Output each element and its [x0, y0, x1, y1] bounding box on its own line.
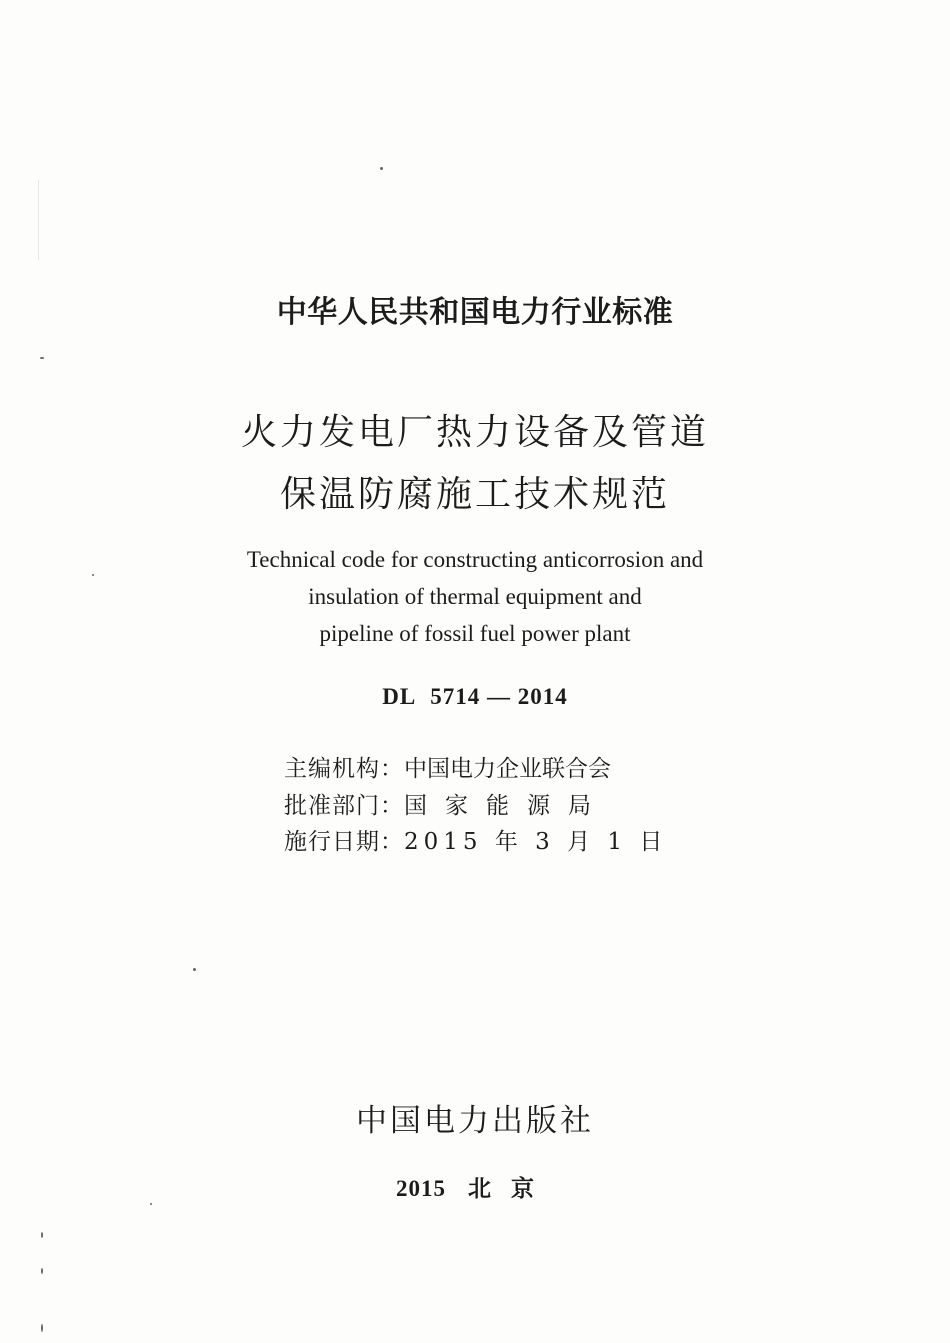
standard-code	[0, 684, 950, 710]
info-row-editor	[284, 750, 611, 783]
info-row-approval	[284, 787, 609, 820]
scan-speck	[193, 968, 196, 971]
publication-line	[0, 1170, 950, 1203]
info-value: 2015 年 3 月 1 日	[404, 829, 668, 855]
code-number: 5714 — 2014	[430, 684, 568, 709]
info-value: 国家能源局	[404, 793, 609, 819]
scan-speck	[41, 1268, 43, 1274]
scan-speck	[380, 167, 383, 170]
title-en-line2: insulation of thermal equipment and	[308, 584, 642, 609]
title-en-line1: Technical code for constructing anticorrosion and	[246, 547, 704, 572]
scan-speck	[41, 1232, 43, 1238]
code-prefix: DL	[382, 684, 417, 709]
title-en-line3: pipeline of fossil fuel power plant	[319, 621, 631, 646]
info-label: 主编机构：	[284, 756, 404, 782]
scan-speck	[41, 1324, 43, 1332]
publisher-name: 中国电力出版社	[356, 1103, 594, 1139]
title-zh-line1: 火力发电厂热力设备及管道	[240, 412, 709, 453]
scan-edge-mark	[38, 180, 39, 260]
standard-header: 中华人民共和国电力行业标准	[276, 295, 674, 330]
info-value: 中国电力企业联合会	[404, 756, 611, 782]
scan-speck	[150, 1203, 152, 1205]
publication-city: 北京	[468, 1176, 554, 1201]
info-row-effective-date	[284, 823, 667, 856]
publication-year: 2015	[396, 1176, 446, 1201]
scan-speck	[40, 357, 44, 359]
info-label: 施行日期：	[284, 829, 404, 855]
info-label: 批准部门：	[284, 793, 404, 819]
title-zh-line2: 保温防腐施工技术规范	[279, 474, 670, 515]
